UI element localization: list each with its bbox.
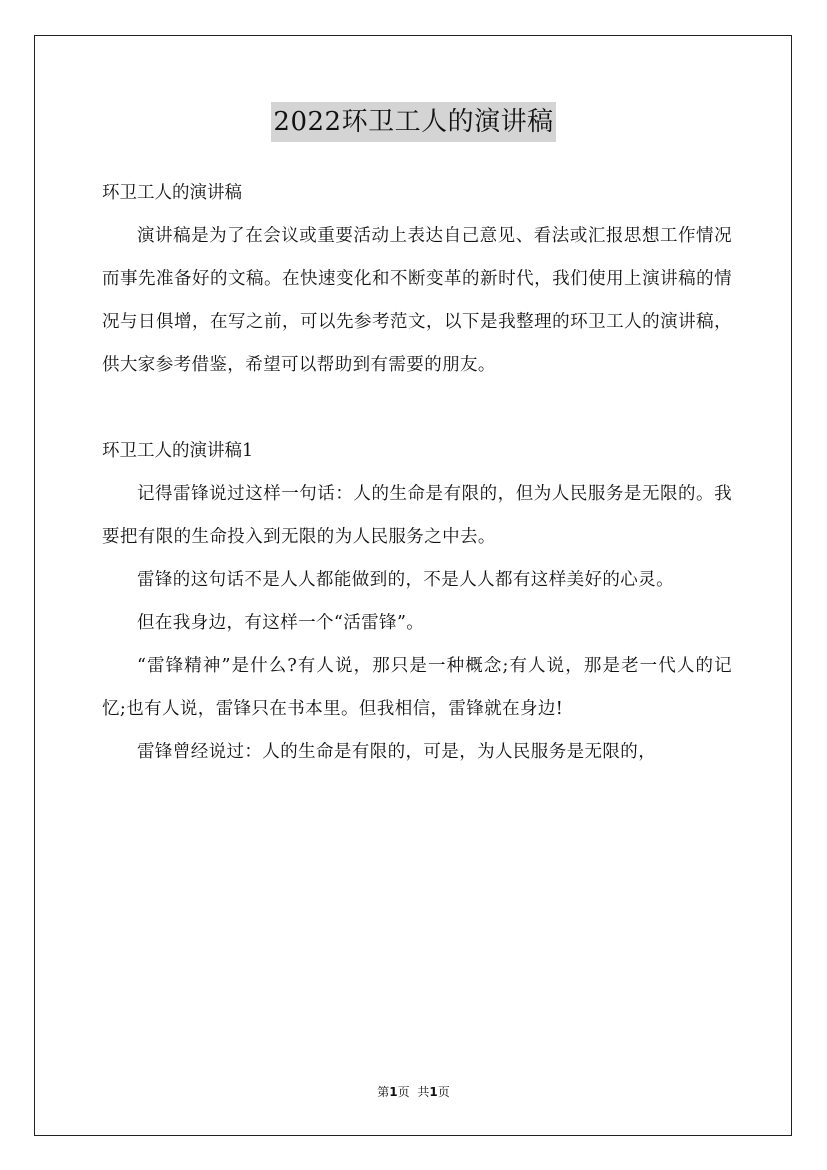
paragraph-spacer — [102, 387, 732, 430]
page-number: 1 — [389, 1085, 398, 1099]
intro-heading: 环卫工人的演讲稿 — [102, 183, 242, 203]
document-title: 2022环卫工人的演讲稿 — [271, 102, 555, 142]
page-suffix: 页 — [397, 1085, 410, 1099]
body-paragraph-2: 雷锋的这句话不是人人都能做到的，不是人人都有这样美好的心灵。 — [137, 570, 674, 590]
body-paragraph-3: 但在我身边，有这样一个“活雷锋”。 — [137, 613, 425, 633]
title-container — [0, 102, 827, 142]
page-footer — [0, 1083, 827, 1101]
section-heading: 环卫工人的演讲稿1 — [102, 441, 254, 461]
total-suffix: 页 — [437, 1085, 450, 1099]
intro-paragraph: 演讲稿是为了在会议或重要活动上表达自己意见、看法或汇报思想工作情况而事先准备好的文稿。在快速变化和不断变革的新时代，我们使用上演讲稿的情况与日俱增，在写之前，可以先参考范文，以下是我整理的环卫工人的演讲稿，供大家参考借鉴，希望可以帮助到有需要的朋友。 — [102, 226, 732, 375]
body-paragraph-4: “雷锋精神”是什么?有人说，那只是一种概念;有人说，那是老一代人的记忆;也有人说，雷锋只在书本里。但我相信，雷锋就在身边! — [102, 656, 732, 719]
body-paragraph-5: 雷锋曾经说过：人的生命是有限的，可是，为人民服务是无限的， — [137, 742, 657, 762]
page-prefix: 第 — [377, 1085, 390, 1099]
body-paragraph-1: 记得雷锋说过这样一句话：人的生命是有限的，但为人民服务是无限的。我要把有限的生命投入到无限的为人民服务之中去。 — [102, 484, 732, 547]
total-prefix: 共 — [417, 1085, 430, 1099]
total-pages: 1 — [429, 1085, 438, 1099]
document-body — [102, 172, 732, 774]
